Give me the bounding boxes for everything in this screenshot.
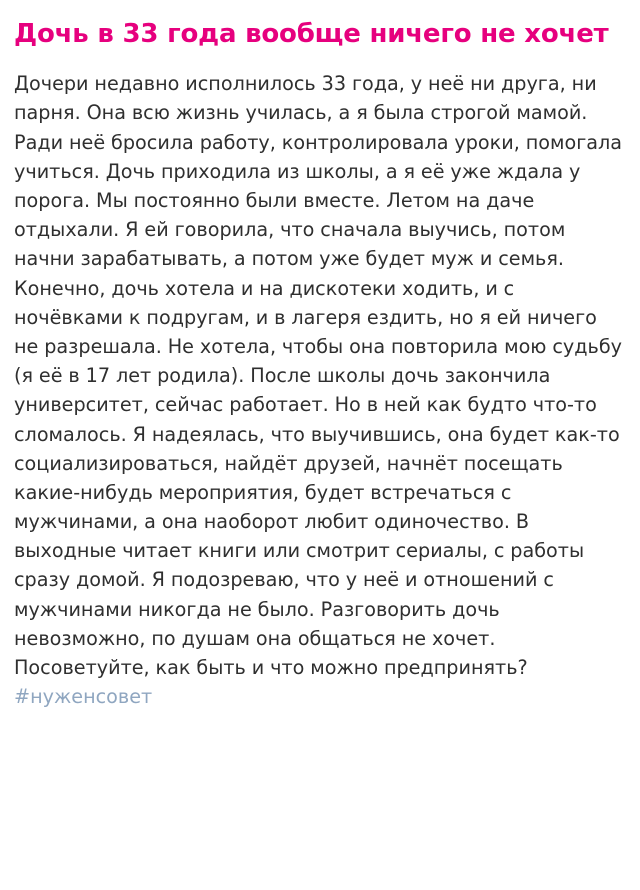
post-title: Дочь в 33 года вообще ничего не хочет — [14, 19, 609, 49]
post-hashtag[interactable]: #нуженсовет — [14, 685, 153, 709]
post-body-text: Дочери недавно исполнилось 33 года, у неё ни друга, ни парня. Она всю жизнь училась, а я была строгой мамой. Ради неё бросила работу, контролировала уроки, помогала учиться. Дочь приходила из школы, а я её уже ждала у порога. Мы постоянно были вместе. Летом на даче отдыхали. Я ей говорила, что сначала выучись, потом начни зарабатывать, а потом уже будет муж и семья. Конечно, дочь хотела и на дискотеки ходить, и с ночёвками к подругам, и в лагеря ездить, но я ей ничего не разрешала. Не хотела, чтобы она повторила мою судьбу (я её в 17 лет родила). После школы дочь закончила университет, сейчас работает. Но в ней как будто что-то сломалось. Я надеялась, что выучившись, она будет как-то социализироваться, найдёт друзей, начнёт посещать какие-нибудь мероприятия, будет встречаться с мужчинами, а она наоборот любит одиночество. В выходные читает книги или смотрит сериалы, с работы сразу домой. Я подозреваю, что у неё и отношений с мужчинами никогда не было. Разговорить дочь невозможно, по душам она общаться не хочет. Посоветуйте, как быть и что можно предпринять? — [14, 72, 623, 680]
post-body — [14, 69, 626, 711]
